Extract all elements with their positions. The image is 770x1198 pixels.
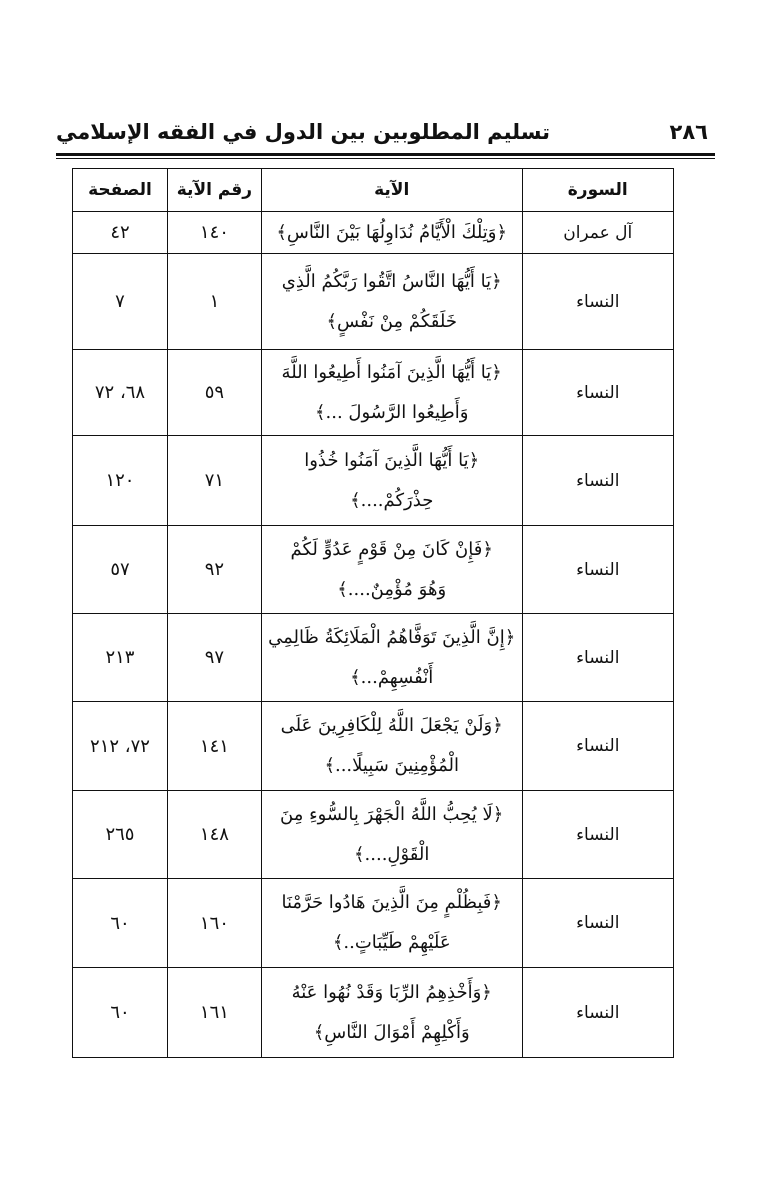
- surah-cell: آل عمران: [522, 212, 674, 254]
- ayah-text-line: عَلَيْهِمْ طَيِّبَاتٍ..﴾: [332, 932, 451, 953]
- ayah-number-cell: ١٦١: [167, 968, 261, 1058]
- surah-cell: النساء: [522, 526, 674, 614]
- ayah-text-line: وَأَطِيعُوا الرَّسُولَ ...﴾: [314, 401, 469, 423]
- column-header-ayah: الآية: [261, 169, 522, 212]
- ayah-text-line: ﴿وَأَخْذِهِمُ الرِّبَا وَقَدْ نُهُوا عَنْهُ: [291, 981, 492, 1003]
- ayah-number-cell: ١: [167, 254, 261, 350]
- running-title: تسليم المطلوبين بين الدول في الفقه الإسلامي: [56, 120, 551, 144]
- ayah-number-cell: ١٦٠: [167, 879, 261, 968]
- ayah-number-cell: ٩٧: [167, 614, 261, 702]
- ayah-cell: [261, 968, 522, 1058]
- column-header-page: الصفحة: [73, 169, 168, 212]
- ayah-text-line: خَلَقَكُمْ مِنْ نَفْسٍ﴾: [326, 310, 457, 332]
- table-row: [73, 791, 674, 879]
- table-row: [73, 254, 674, 350]
- page-reference-cell: ٢٦٥: [73, 791, 168, 879]
- ayah-cell: [261, 702, 522, 791]
- ayah-text-line: وَهُوَ مُؤْمِنٌ....﴾: [337, 578, 447, 600]
- table-header-row: [73, 169, 674, 212]
- table-row: [73, 350, 674, 436]
- ayah-text-line: ﴿إِنَّ الَّذِينَ تَوَفَّاهُمُ الْمَلَائِكَةُ ظَالِمِي: [268, 626, 516, 648]
- surah-cell: النساء: [522, 879, 674, 968]
- ayah-text-line: ﴿وَتِلْكَ الْأَيَّامُ نُدَاوِلُهَا بَيْنَ النَّاسِ﴾: [276, 221, 508, 243]
- ayah-text-line: الْمُؤْمِنِينَ سَبِيلًا...﴾: [324, 755, 459, 776]
- ayah-text-line: حِذْرَكُمْ....﴾: [350, 489, 434, 511]
- surah-cell: النساء: [522, 254, 674, 350]
- ayah-number-cell: ٩٢: [167, 526, 261, 614]
- page-reference-cell: ٦٨، ٧٢: [73, 350, 168, 436]
- page-reference-cell: ٦٠: [73, 968, 168, 1058]
- table-row: [73, 212, 674, 254]
- ayah-text-line: ﴿فَإِنْ كَانَ مِنْ قَوْمٍ عَدُوٍّ لَكُمْ: [290, 538, 493, 560]
- table-row: [73, 968, 674, 1058]
- surah-cell: النساء: [522, 968, 674, 1058]
- table-row: [73, 526, 674, 614]
- page-reference-cell: ١٢٠: [73, 436, 168, 526]
- ayah-cell: [261, 791, 522, 879]
- page-reference-cell: ٤٢: [73, 212, 168, 254]
- ayah-text-line: ﴿لَا يُحِبُّ اللَّهُ الْجَهْرَ بِالسُّوءِ مِنَ: [280, 803, 504, 825]
- ayah-cell: [261, 254, 522, 350]
- ayah-number-cell: ١٤١: [167, 702, 261, 791]
- ayah-cell: [261, 436, 522, 526]
- page-number: ٢٨٦: [669, 120, 708, 144]
- column-header-ayah-number: رقم الآية: [167, 169, 261, 212]
- ayah-text-line: الْقَوْلِ....﴾: [354, 843, 430, 865]
- page-reference-cell: ٧: [73, 254, 168, 350]
- page-reference-cell: ٦٠: [73, 879, 168, 968]
- header-rule: [56, 153, 715, 156]
- ayah-cell: [261, 614, 522, 702]
- ayah-number-cell: ١٤٨: [167, 791, 261, 879]
- ayah-number-cell: ٥٩: [167, 350, 261, 436]
- verse-index-table: [72, 168, 674, 1058]
- ayah-text-line: ﴿يَا أَيُّهَا النَّاسُ اتَّقُوا رَبَّكُمُ الَّذِي: [281, 270, 502, 292]
- column-header-surah: السورة: [522, 169, 674, 212]
- ayah-text-line: أَنْفُسِهِمْ...﴾: [350, 666, 434, 688]
- page-reference-cell: ٥٧: [73, 526, 168, 614]
- table-row: [73, 436, 674, 526]
- ayah-text-line: وَأَكْلِهِمْ أَمْوَالَ النَّاسِ﴾: [313, 1021, 470, 1043]
- ayah-text-line: ﴿فَبِظُلْمٍ مِنَ الَّذِينَ هَادُوا حَرَّمْنَا: [281, 892, 502, 913]
- page-header: [56, 120, 708, 152]
- surah-cell: النساء: [522, 791, 674, 879]
- ayah-text-line: ﴿يَا أَيُّهَا الَّذِينَ آمَنُوا أَطِيعُوا اللَّهَ: [281, 361, 502, 383]
- surah-cell: النساء: [522, 350, 674, 436]
- ayah-cell: [261, 212, 522, 254]
- ayah-number-cell: ١٤٠: [167, 212, 261, 254]
- ayah-text-line: ﴿وَلَنْ يَجْعَلَ اللَّهُ لِلْكَافِرِينَ عَلَى: [280, 715, 503, 736]
- page-reference-cell: ٧٢، ٢١٢: [73, 702, 168, 791]
- ayah-number-cell: ٧١: [167, 436, 261, 526]
- page-reference-cell: ٢١٣: [73, 614, 168, 702]
- table-row: [73, 702, 674, 791]
- ayah-text-line: ﴿يَا أَيُّهَا الَّذِينَ آمَنُوا خُذُوا: [304, 449, 480, 471]
- table-row: [73, 614, 674, 702]
- ayah-cell: [261, 879, 522, 968]
- surah-cell: النساء: [522, 702, 674, 791]
- surah-cell: النساء: [522, 436, 674, 526]
- header-rule-thin: [56, 158, 715, 159]
- surah-cell: النساء: [522, 614, 674, 702]
- ayah-cell: [261, 526, 522, 614]
- ayah-cell: [261, 350, 522, 436]
- table-row: [73, 879, 674, 968]
